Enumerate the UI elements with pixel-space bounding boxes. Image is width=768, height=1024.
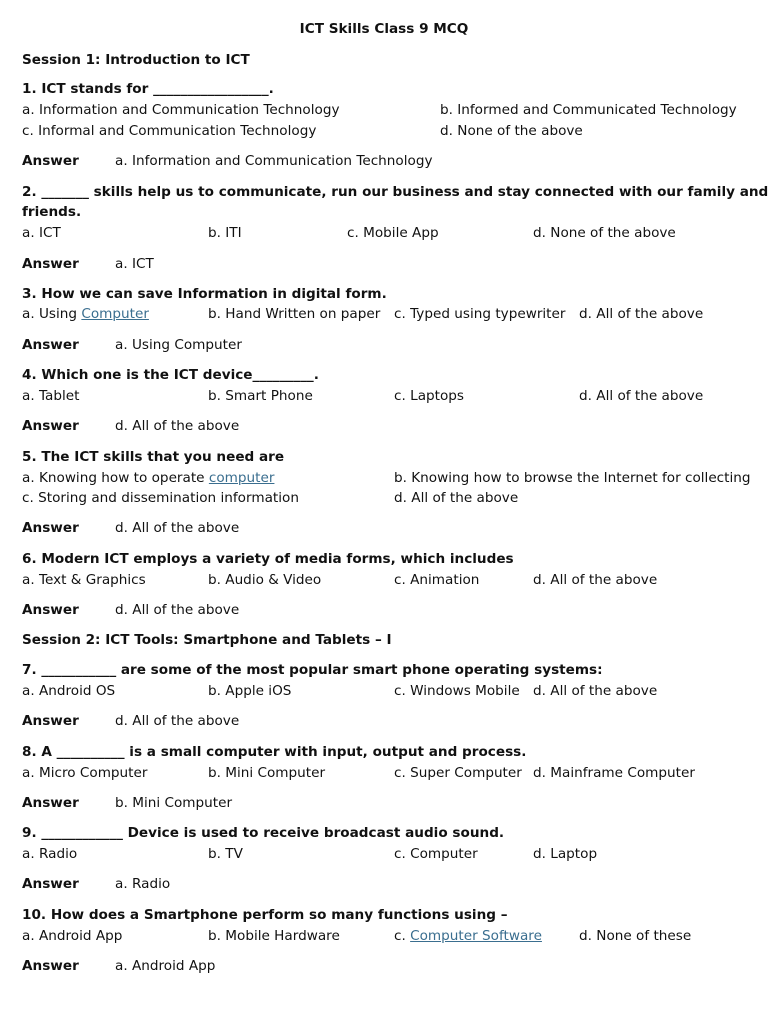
q8-answer: b. Mini Computer: [115, 795, 233, 811]
answer-label: Answer: [22, 256, 79, 272]
question-1: 1. ICT stands for _________________.: [22, 81, 274, 97]
q10-option-c: [394, 928, 542, 945]
question-6: 6. Modern ICT employs a variety of media forms, which includes: [22, 551, 514, 567]
q3-option-a-text: a. Using: [22, 306, 82, 322]
q4-option-a: a. Tablet: [22, 388, 80, 404]
answer-label: Answer: [22, 958, 79, 974]
computer-link[interactable]: computer: [208, 470, 275, 486]
question-7: 7. ___________ are some of the most popular smart phone operating systems:: [22, 662, 603, 678]
answer-label: Answer: [22, 795, 79, 811]
q10-option-c-text: c.: [394, 928, 411, 944]
q2-option-c: c. Mobile App: [347, 225, 439, 241]
answer-label: Answer: [22, 337, 79, 353]
q3-option-b: b. Hand Written on paper: [208, 306, 381, 322]
q6-option-d: d. All of the above: [533, 572, 658, 588]
q6-answer: d. All of the above: [115, 602, 240, 618]
q3-answer: a. Using Computer: [115, 337, 242, 353]
q1-option-b: b. Informed and Communicated Technology: [440, 102, 737, 118]
q9-option-d: d. Laptop: [533, 846, 598, 862]
question-5: 5. The ICT skills that you need are: [22, 449, 285, 465]
q8-option-a: a. Micro Computer: [22, 765, 148, 781]
q2-option-a: a. ICT: [22, 225, 61, 241]
q5-option-b: b. Knowing how to browse the Internet for collecting: [394, 470, 751, 486]
q10-option-a: a. Android App: [22, 928, 123, 944]
q1-answer: a. Information and Communication Technology: [115, 153, 433, 169]
q5-option-d: d. All of the above: [394, 490, 519, 506]
q4-option-d: d. All of the above: [579, 388, 704, 404]
question-4: 4. Which one is the ICT device_________.: [22, 367, 319, 383]
q8-option-d: d. Mainframe Computer: [533, 765, 695, 781]
q8-option-b: b. Mini Computer: [208, 765, 326, 781]
q9-option-b: b. TV: [208, 846, 243, 862]
q5-answer: d. All of the above: [115, 520, 240, 536]
q7-option-d: d. All of the above: [533, 683, 658, 699]
page-title: ICT Skills Class 9 MCQ: [299, 21, 469, 37]
q9-option-c: c. Computer: [394, 846, 478, 862]
q1-option-a: a. Information and Communication Technology: [22, 102, 340, 118]
q6-option-b: b. Audio & Video: [208, 572, 322, 588]
q4-answer: d. All of the above: [115, 418, 240, 434]
question-10: 10. How does a Smartphone perform so many functions using –: [22, 907, 508, 923]
answer-label: Answer: [22, 153, 79, 169]
answer-label: Answer: [22, 520, 79, 536]
q5-option-c: c. Storing and dissemination information: [22, 490, 299, 506]
q8-option-c: c. Super Computer: [394, 765, 522, 781]
q7-option-a: a. Android OS: [22, 683, 116, 699]
q9-option-a: a. Radio: [22, 846, 78, 862]
q1-option-d: d. None of the above: [440, 123, 583, 139]
q10-option-b: b. Mobile Hardware: [208, 928, 340, 944]
question-3: 3. How we can save Information in digital form.: [22, 286, 387, 302]
q3-option-c: c. Typed using typewriter: [394, 306, 566, 322]
computer-software-link[interactable]: Computer Software: [410, 928, 542, 944]
q2-answer: a. ICT: [115, 256, 154, 272]
q3-option-a: [22, 306, 149, 323]
computer-link[interactable]: Computer: [81, 306, 149, 322]
q9-answer: a. Radio: [115, 876, 171, 892]
question-9: 9. ____________ Device is used to receive broadcast audio sound.: [22, 825, 505, 841]
q6-option-a: a. Text & Graphics: [22, 572, 146, 588]
q5-option-a-text: a. Knowing how to operate: [22, 470, 209, 486]
session-heading-2: Session 2: ICT Tools: Smartphone and Tablets – I: [22, 632, 392, 648]
question-8: 8. A __________ is a small computer with input, output and process.: [22, 744, 527, 760]
q2-option-d: d. None of the above: [533, 225, 676, 241]
q3-option-d: d. All of the above: [579, 306, 704, 322]
q7-answer: d. All of the above: [115, 713, 240, 729]
answer-label: Answer: [22, 418, 79, 434]
session-heading-1: Session 1: Introduction to ICT: [22, 52, 250, 68]
q7-option-b: b. Apple iOS: [208, 683, 292, 699]
q6-option-c: c. Animation: [394, 572, 480, 588]
q7-option-c: c. Windows Mobile: [394, 683, 520, 699]
q10-answer: a. Android App: [115, 958, 216, 974]
q10-option-d: d. None of these: [579, 928, 692, 944]
question-2-cont: friends.: [22, 204, 82, 220]
question-2: 2. _______ skills help us to communicate, run our business and stay connected with our family and: [22, 184, 768, 200]
q1-option-c: c. Informal and Communication Technology: [22, 123, 317, 139]
q2-option-b: b. ITI: [208, 225, 242, 241]
answer-label: Answer: [22, 602, 79, 618]
q5-option-a: [22, 470, 274, 487]
q4-option-b: b. Smart Phone: [208, 388, 313, 404]
answer-label: Answer: [22, 876, 79, 892]
answer-label: Answer: [22, 713, 79, 729]
q4-option-c: c. Laptops: [394, 388, 465, 404]
